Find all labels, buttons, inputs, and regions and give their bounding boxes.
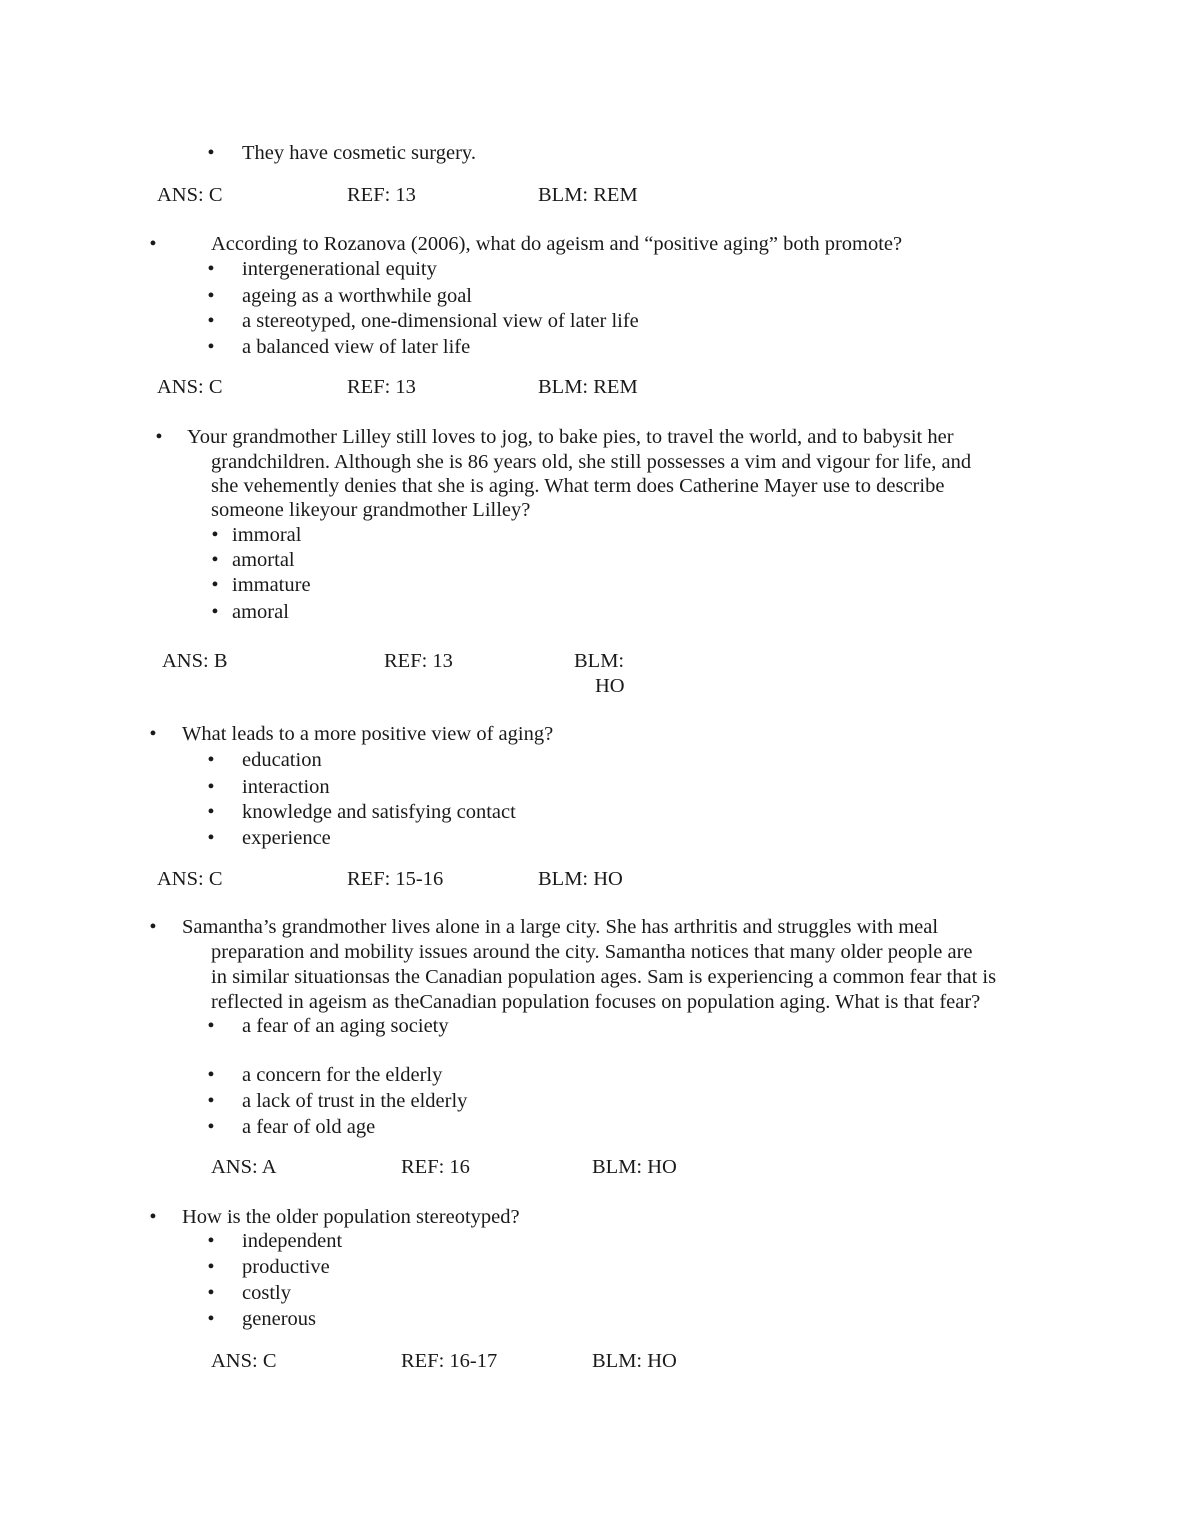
question-stem: According to Rozanova (2006), what do ageism and “positive aging” both promote? [211, 233, 903, 255]
answer-blm: BLM: HO [592, 1350, 677, 1372]
option: generous [242, 1308, 317, 1330]
question-stem: reflected in ageism as theCanadian population focuses on population aging. What is that fear? [211, 991, 981, 1013]
bullet: • [211, 574, 219, 596]
option: a balanced view of later life [242, 336, 471, 358]
answer-blm: BLM: REM [538, 376, 638, 398]
bullet: • [211, 549, 219, 571]
bullet: • [149, 233, 157, 255]
answer-ans: ANS: C [157, 868, 223, 890]
answer-ref: REF: 13 [384, 650, 453, 672]
answer-ans: ANS: C [211, 1350, 277, 1372]
bullet: • [149, 723, 157, 745]
answer-blm: BLM: HO [592, 1156, 677, 1178]
option: amortal [232, 549, 295, 571]
question-stem: grandchildren. Although she is 86 years old, she still possesses a vim and vigour for life, and [211, 451, 972, 473]
bullet: • [211, 601, 219, 623]
answer-ans: ANS: A [211, 1156, 277, 1178]
bullet: • [207, 801, 215, 823]
bullet: • [207, 776, 215, 798]
answer-blm: BLM: HO [538, 868, 623, 890]
bullet: • [155, 426, 163, 448]
option: a fear of old age [242, 1116, 376, 1138]
answer-ans: ANS: C [157, 376, 223, 398]
bullet: • [207, 1064, 215, 1086]
bullet: • [207, 1308, 215, 1330]
answer-ref: REF: 13 [347, 376, 416, 398]
option: They have cosmetic surgery. [242, 142, 476, 164]
answer-blm: BLM: REM [538, 184, 638, 206]
bullet: • [207, 336, 215, 358]
option: interaction [242, 776, 330, 798]
bullet: • [207, 258, 215, 280]
answer-ref: REF: 15-16 [347, 868, 444, 890]
bullet: • [207, 827, 215, 849]
answer-blm: BLM: [574, 650, 625, 672]
question-stem: How is the older population stereotyped? [182, 1206, 520, 1228]
option: education [242, 749, 322, 771]
option: independent [242, 1230, 343, 1252]
bullet: • [149, 916, 157, 938]
bullet: • [207, 285, 215, 307]
question-stem: Samantha’s grandmother lives alone in a large city. She has arthritis and struggles with meal [182, 916, 939, 938]
bullet: • [211, 524, 219, 546]
bullet: • [207, 1116, 215, 1138]
bullet: • [207, 1282, 215, 1304]
bullet: • [207, 749, 215, 771]
option: a fear of an aging society [242, 1015, 449, 1037]
answer-ref: REF: 13 [347, 184, 416, 206]
answer-ref: REF: 16 [401, 1156, 470, 1178]
bullet: • [207, 1015, 215, 1037]
option: immoral [232, 524, 302, 546]
option: experience [242, 827, 331, 849]
bullet: • [207, 1090, 215, 1112]
option: costly [242, 1282, 291, 1304]
option: amoral [232, 601, 289, 623]
question-stem: in similar situationsas the Canadian population ages. Sam is experiencing a common fear that is [211, 966, 997, 988]
bullet: • [207, 142, 215, 164]
option: a lack of trust in the elderly [242, 1090, 468, 1112]
question-stem: preparation and mobility issues around the city. Samantha notices that many older people are [211, 941, 973, 963]
answer-ans: ANS: C [157, 184, 223, 206]
option: a stereotyped, one-dimensional view of later life [242, 310, 639, 332]
option: knowledge and satisfying contact [242, 801, 516, 823]
option: a concern for the elderly [242, 1064, 443, 1086]
answer-ref: REF: 16-17 [401, 1350, 498, 1372]
bullet: • [207, 310, 215, 332]
answer-blm-value: HO [595, 675, 625, 697]
question-stem: she vehemently denies that she is aging. What term does Catherine Mayer use to describe [211, 475, 945, 497]
option: productive [242, 1256, 330, 1278]
option: intergenerational equity [242, 258, 437, 280]
option: immature [232, 574, 311, 596]
answer-ans: ANS: B [162, 650, 228, 672]
option: ageing as a worthwhile goal [242, 285, 472, 307]
question-stem: What leads to a more positive view of aging? [182, 723, 554, 745]
bullet: • [207, 1230, 215, 1252]
bullet: • [149, 1206, 157, 1228]
question-stem: Your grandmother Lilley still loves to jog, to bake pies, to travel the world, and to babysit her [187, 426, 954, 448]
question-stem: someone likeyour grandmother Lilley? [211, 499, 531, 521]
bullet: • [207, 1256, 215, 1278]
